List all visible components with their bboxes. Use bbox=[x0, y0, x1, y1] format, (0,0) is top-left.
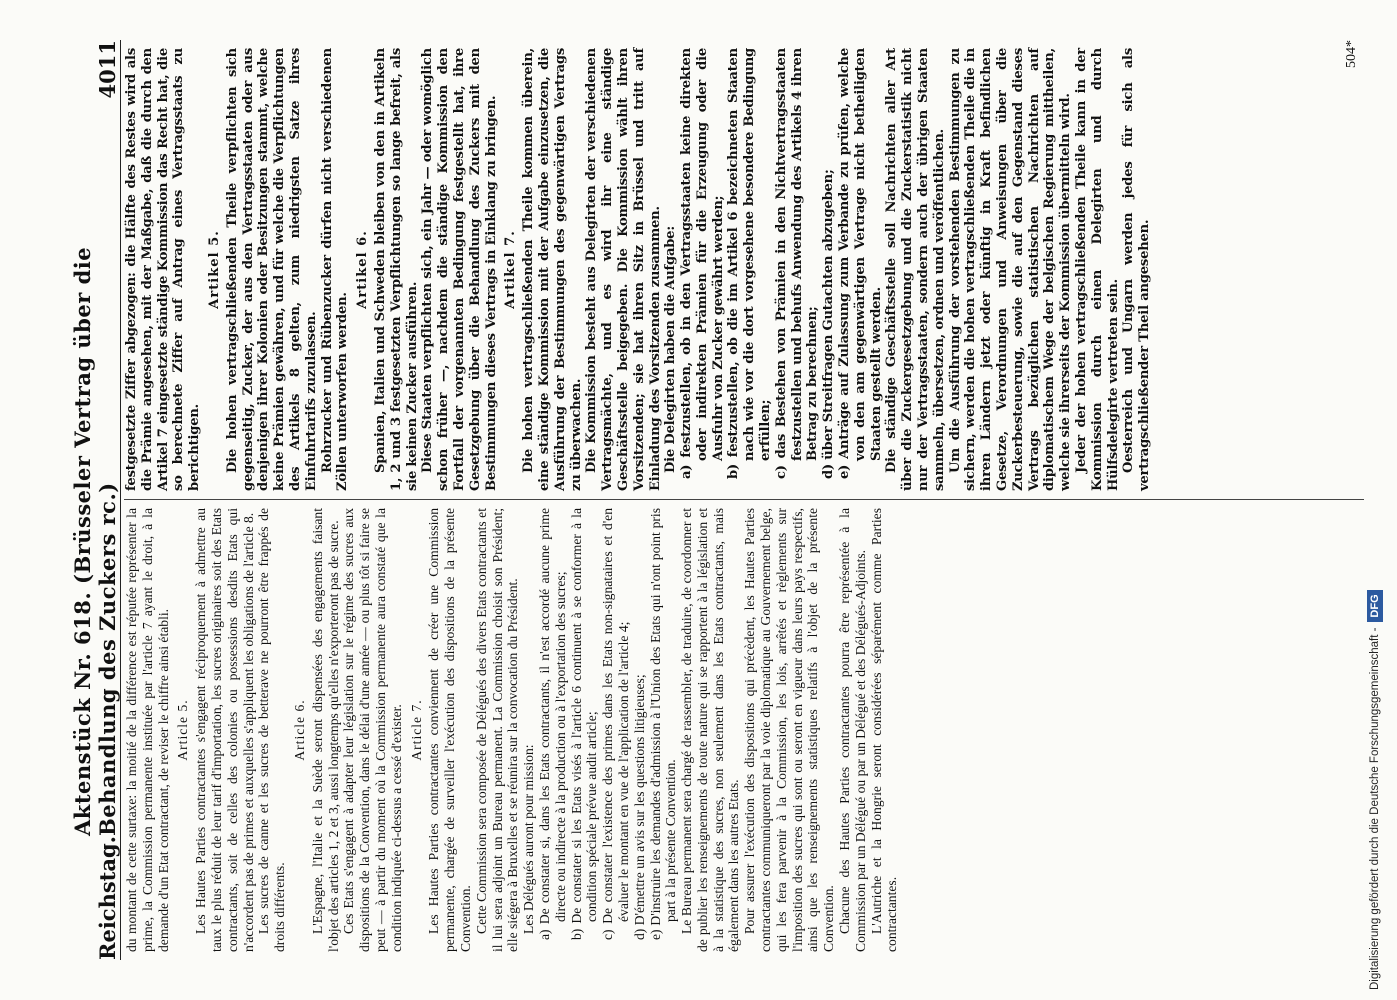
paragraph: du montant de cette surtaxe: la moitié de la différence est réputée représenter la prime, la Commission permanente instituée par l'article 7 ayant le droit, à la demande d'un Etat contractant, de reviser le chiffre ainsi établi. bbox=[124, 508, 171, 952]
paragraph: Les Hautes Parties contractantes conviennent de créer une Commission permanente, chargée de surveiller l'exécution des dispositions de la présente Convention. bbox=[426, 508, 473, 952]
list-item: b) festzustellen, ob die im Artikel 6 bezeichneten Staaten nach wie vor die dort vorgesehene besondere Bedingung erfüllen; bbox=[726, 48, 774, 479]
header-title: Aktenstück Nr. 618. (Brüsseler Vertrag über die Behandlung des Zuckers rc.) bbox=[70, 246, 120, 837]
paragraph: Les Hautes Parties contractantes s'engagent réciproquement à admettre au taux le plus réduit de leur tarif d'importation, les sucres originaires soit des Etats contractants, soit de celles des colonies ou possessions desdits Etats qui n'accordent pas de primes et auxquelles s'appliquent les obligations de l'article 8. bbox=[193, 508, 256, 952]
paragraph: Spanien, Italien und Schweden bleiben von den in Artikeln 1, 2 und 3 festgesetzten Verpflichtungen so lange befreit, als sie keinen Zucker ausführen. bbox=[372, 48, 420, 491]
dfg-logo: DFG bbox=[1367, 590, 1383, 621]
paragraph: Ces Etats s'engagent à adapter leur législation sur le régime des sucres aux dispositions de la Convention, dans le délai d'une année — ou plus tôt si faire se peut — à partir du moment où la Commission permanente aura constaté que la condition indiquée ci-dessus a cessé d'exister. bbox=[341, 508, 404, 952]
credit-text: Digitalisierung gefördert durch die Deutsche Forschungsgemeinschaft - bbox=[1369, 627, 1381, 990]
french-column bbox=[124, 500, 1364, 960]
paragraph: Um die Ausführung der vorstehenden Bestimmungen zu sichern, werden die hohen vertragschließenden Theile die in ihren Ländern jetzt oder künftig in Kraft befindlichen Gesetze, Verordnungen und Anweisungen über die Zuckerbesteuerung, sowie die auf den Gegenstand dieses Vertrags bezüglichen statistischen Nachrichten auf diplomatischem Wege der belgischen Regierung mittheilen, welche sie ihrerseits der Kommission übermitteln wird. bbox=[947, 48, 1074, 491]
paragraph: Die Kommission besteht aus Delegirten der verschiedenen Vertragsmächte, und es wird ihr eine ständige Geschäftsstelle beigegeben. Die Kommission wählt ihren Vorsitzenden; sie hat ihren Sitz in Brüssel und tritt auf Einladung des Vorsitzenden zusammen. bbox=[584, 48, 663, 491]
paragraph: Oesterreich und Ungarn werden jedes für sich als vertragschließender Theil angesehen. bbox=[1121, 48, 1153, 491]
paragraph: Chacune des Hautes Parties contractantes pourra être représentée à la Commission par un Délégué ou par un Délégué et des Délégués-Adjoints. bbox=[837, 508, 868, 952]
page-number: 4011 bbox=[95, 40, 120, 99]
paragraph: festgesetzte Ziffer abgezogen: die Hälfte des Restes wird als die Prämie angesehen, mit der Maßgabe, daß die durch den Artikel 7 eingesetzte ständige Kommission das Recht hat, die so berechnete Ziffer auf Antrag eines Vertragsstaats zu berichtigen. bbox=[124, 48, 203, 491]
list-item: a) De constater si, dans les Etats contractants, il n'est accordé aucune prime directe ou indirecte à la production ou à l'exportation des sucres; bbox=[536, 508, 568, 940]
rotated-sheet bbox=[70, 40, 1380, 960]
list-item: e) Anträge auf Zulassung zum Verbande zu prüfen, welche von den am gegenwärtigen Vertrage nicht betheiligten Staaten gestellt werden. bbox=[837, 48, 884, 479]
list-item: b) De constater si les Etats visés à l'article 6 continuent à se conformer à la condition spéciale prévue audit article; bbox=[568, 508, 600, 940]
paragraph: Cette Commission sera composée de Délégués des divers Etats contractants et il lui sera adjoint un Bureau permanent. La Commission choisit son Président; elle siégera à Bruxelles et se réunira sur la convocation du Président. bbox=[473, 508, 521, 952]
paragraph: Pour assurer l'exécution des dispositions qui précèdent, les Hautes Parties contractantes communiqueront par la voie diplomatique au Gouvernement belge, qui les fera parvenir à la Commission, les lois, arrêtés et règlements sur l'imposition des sucres qui sont ou seront en vigueur dans leurs pays respectifs, ainsi que les renseignements statistiques relatifs à l'objet de la présente Convention. bbox=[742, 508, 837, 952]
paragraph: L'Autriche et la Hongrie seront considérées séparément comme Parties contractantes. bbox=[868, 508, 900, 952]
article-heading: Article 7. bbox=[408, 699, 424, 761]
list-item: c) das Bestehen von Prämien in den Nichtvertragsstaaten festzustellen und behufs Anwendung des Artikels 4 ihren Betrag zu berechnen; bbox=[773, 48, 821, 479]
paragraph: Le Bureau permanent sera chargé de rassembler, de traduire, de coordonner et de publier les renseignements de toute nature qui se rapportent à la législation et à la statistique des sucres, non seulement dans les Etats contractants, mais également dans les autres Etats. bbox=[679, 508, 742, 952]
paragraph: Die hohen vertragschließenden Theile verpflichten sich gegenseitig, Zucker, der aus den Vertragsstaaten oder aus denjenigen ihrer Kolonien oder Besitzungen stammt, welche keine Prämien gewähren, und für welche die Verpflichtungen des Artikels 8 gelten, zum niedrigsten Satze ihres Einfuhrtarifs zuzulassen. bbox=[224, 48, 319, 491]
paragraph: Jeder der hohen vertragschließenden Theile kann in der Kommission durch einen Delegirten und durch Hülfsdelegirte vertreten sein. bbox=[1074, 48, 1121, 491]
paragraph: Les Délégués auront pour mission: bbox=[521, 744, 537, 934]
digitization-credit bbox=[1362, 10, 1388, 990]
article-heading: Article 6. bbox=[291, 699, 307, 761]
list-item: d) D'émettre un avis sur les questions litigieuses; bbox=[631, 674, 647, 940]
paragraph: Die ständige Geschäftsstelle soll Nachrichten aller Art über die Zuckergesetzgebung und die Zuckerstatistik nicht nur der Vertragsstaaten, sondern auch der übrigen Staaten sammeln, übersetzen, ordnen und veröffentlichen. bbox=[884, 48, 947, 491]
paragraph: Les sucres de canne et les sucres de betterave ne pourront être frappés de droits différents. bbox=[256, 508, 288, 952]
article-heading: Article 5. bbox=[175, 699, 191, 761]
article-heading: Artikel 6. bbox=[355, 230, 371, 309]
paragraph: Die hohen vertragschließenden Theile kommen überein, eine ständige Kommission mit der Aufgabe einzusetzen, die Ausführung der Bestimmungen des gegenwärtigen Vertrags zu überwachen. bbox=[521, 48, 584, 491]
paragraph: Rohrzucker und Rübenzucker dürfen nicht verschiedenen Zöllen unterworfen werden. bbox=[319, 48, 351, 491]
paragraph: Diese Staaten verpflichten sich, ein Jahr — oder womöglich schon früher —, nachdem die ständige Kommission den Fortfall der vorgenannten Bedingung festgestellt hat, ihre Gesetzgebung über die Behandlung des Zuckers mit den Bestimmungen dieses Vertrags in Einklang zu bringen. bbox=[420, 48, 499, 491]
sheet-signature: 504* bbox=[1344, 40, 1359, 68]
list-item: c) De constater l'existence des primes dans les Etats non-signataires et d'en évaluer le montant en vue de l'application de l'article 4; bbox=[600, 508, 631, 940]
article-heading: Artikel 5. bbox=[206, 230, 222, 309]
two-column-body bbox=[124, 40, 1364, 960]
list-item: d) über Streitfragen Gutachten abzugeben; bbox=[821, 169, 837, 479]
list-item: e) D'instruire les demandes d'admission à l'Union des Etats qui n'ont point pris part à la présente Convention. bbox=[647, 508, 679, 940]
list-item: a) festzustellen, ob in den Vertragsstaaten keine direkten oder indirekten Prämien für die Erzeugung oder die Ausfuhr von Zucker gewährt werden; bbox=[679, 48, 726, 479]
header-left: Reichstag. bbox=[95, 836, 120, 960]
german-column bbox=[124, 40, 1364, 500]
running-header bbox=[70, 40, 121, 960]
article-heading: Artikel 7. bbox=[503, 230, 519, 309]
paragraph: Die Delegirten haben die Aufgabe: bbox=[663, 226, 679, 473]
paragraph: L'Espagne, l'Italie et la Suède seront dispensées des engagements faisant l'objet des articles 1, 2 et 3, aussi longtemps qu'elles n'exporteront pas de sucre. bbox=[309, 508, 341, 952]
